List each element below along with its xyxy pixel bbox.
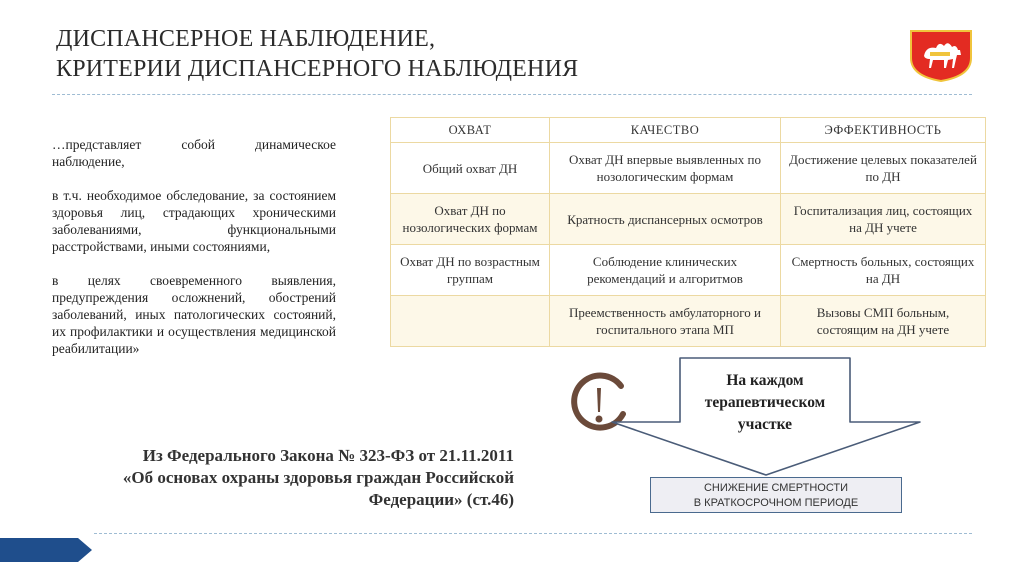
top-divider bbox=[52, 94, 972, 95]
title-line-2: КРИТЕРИИ ДИСПАНСЕРНОГО НАБЛЮДЕНИЯ bbox=[56, 56, 579, 82]
header-coverage: ОХВАТ bbox=[391, 118, 550, 143]
intro-text bbox=[52, 136, 336, 374]
result-line-1: СНИЖЕНИЕ СМЕРТНОСТИ bbox=[703, 482, 849, 494]
callout-line-1: На каждом bbox=[726, 372, 804, 389]
law-reference bbox=[58, 445, 514, 511]
intro-paragraph-3: в целях своевременного выявления, предупреждения осложнений, обострений заболеваний, иных патологических состояний, их профилактики и осуществления медицинской реабилитации» bbox=[52, 273, 336, 356]
table-cell: Преемственность амбулаторного и госпитального этапа МП bbox=[550, 296, 781, 347]
intro-paragraph-1: …представляет собой динамическое наблюдение, bbox=[52, 137, 336, 169]
callout-text bbox=[682, 370, 848, 436]
slide-title bbox=[56, 24, 578, 84]
coat-of-arms-icon bbox=[908, 28, 974, 82]
table-row bbox=[391, 296, 986, 347]
header-quality: КАЧЕСТВО bbox=[550, 118, 781, 143]
table-cell: Смертность больных, состоящих на ДН bbox=[781, 245, 986, 296]
footer-accent-bar bbox=[0, 538, 92, 562]
title-line-1: ДИСПАНСЕРНОЕ НАБЛЮДЕНИЕ, bbox=[56, 26, 436, 52]
table-cell: Соблюдение клинических рекомендаций и алгоритмов bbox=[550, 245, 781, 296]
callout-line-3: участке bbox=[737, 416, 793, 433]
table-cell: Охват ДН по возрастным группам bbox=[391, 245, 550, 296]
table-cell: Вызовы СМП больным, состоящим на ДН учете bbox=[781, 296, 986, 347]
table-row bbox=[391, 143, 986, 194]
law-line-3: Федерации» (ст.46) bbox=[368, 490, 514, 509]
table-header-row bbox=[391, 118, 986, 143]
bottom-divider bbox=[94, 533, 972, 534]
table-cell: Кратность диспансерных осмотров bbox=[550, 194, 781, 245]
table-cell: Достижение целевых показателей по ДН bbox=[781, 143, 986, 194]
criteria-table bbox=[390, 117, 986, 347]
table-cell: Охват ДН впервые выявленных по нозологическим формам bbox=[550, 143, 781, 194]
table-cell bbox=[391, 296, 550, 347]
callout-line-2: терапевтическом bbox=[704, 394, 826, 411]
table-cell: Охват ДН по нозологических формам bbox=[391, 194, 550, 245]
result-line-2: В КРАТКОСРОЧНОМ ПЕРИОДЕ bbox=[693, 497, 859, 509]
table-row bbox=[391, 194, 986, 245]
intro-paragraph-2: в т.ч. необходимое обследование, за состоянием здоровья лиц, страдающих хроническими заболеваниями, функциональными расстройствами, иными состояниями, bbox=[52, 188, 336, 254]
law-line-2: «Об основах охраны здоровья граждан Российской bbox=[122, 468, 514, 487]
result-box bbox=[650, 477, 902, 513]
law-line-1: Из Федерального Закона № 323-ФЗ от 21.11.2011 bbox=[142, 446, 514, 465]
header-efficiency: ЭФФЕКТИВНОСТЬ bbox=[781, 118, 986, 143]
table-cell: Общий охват ДН bbox=[391, 143, 550, 194]
table-cell: Госпитализация лиц, состоящих на ДН учете bbox=[781, 194, 986, 245]
table-row bbox=[391, 245, 986, 296]
